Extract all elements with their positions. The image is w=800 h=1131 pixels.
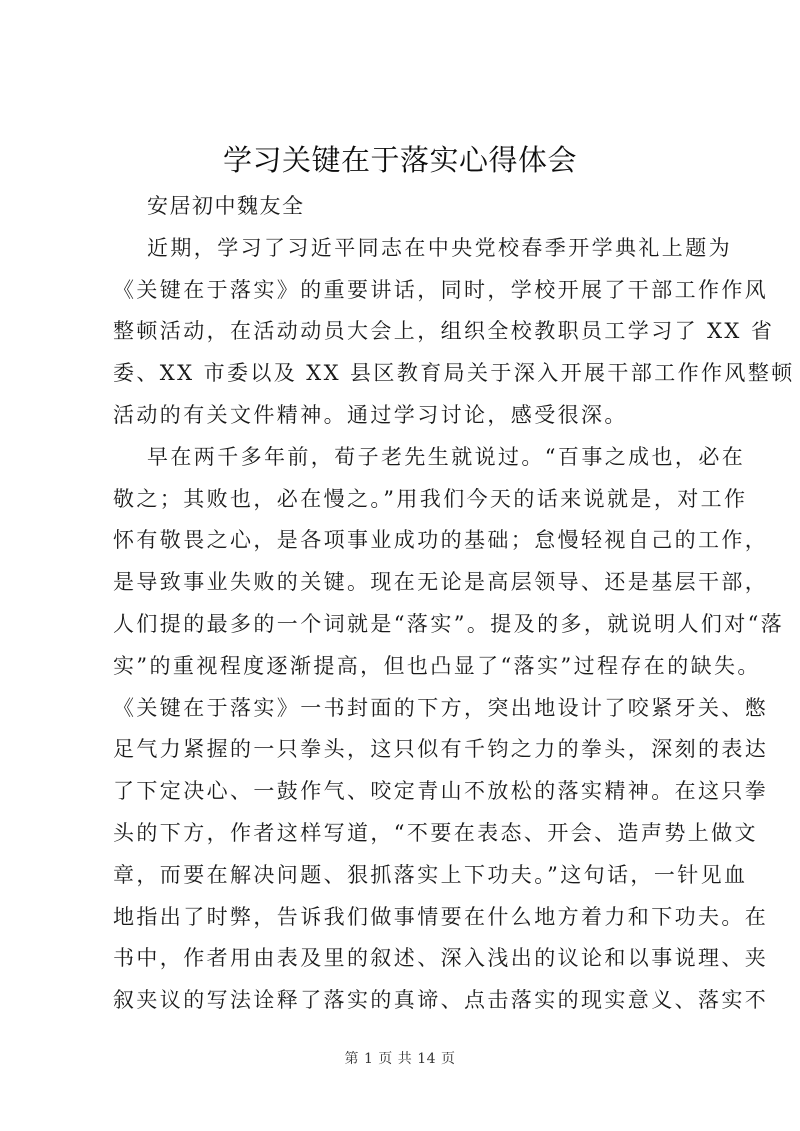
text-line: 活动的有关文件精神。通过学习讨论，感受很深。 <box>113 402 628 427</box>
text-line: 章，而要在解决问题、狠抓落实上下功夫。”这句话，一针见血 <box>113 862 748 887</box>
text-line: 叙夹议的写法诠释了落实的真谛、点击落实的现实意义、落实不 <box>113 988 769 1013</box>
text-line: 头的下方，作者这样写道，“不要在表态、开会、造声势上做文 <box>113 820 758 845</box>
paragraph-lines <box>113 228 795 1022</box>
text-line: 早在两千多年前，荀子老先生就说过。“百事之成也，必在 <box>147 444 746 469</box>
author-line: 安居初中魏友全 <box>147 194 305 218</box>
text-line: 《关键在于落实》的重要讲话，同时，学校开展了干部工作作风 <box>113 277 769 302</box>
text-line: 是导致事业失败的关键。现在无论是高层领导、还是基层干部， <box>113 570 769 595</box>
text-line: 委、XX 市委以及 XX 县区教育局关于深入开展干部工作作风整顿 <box>113 361 795 386</box>
document-body <box>113 186 795 1022</box>
text-line: 了下定决心、一鼓作气、咬定青山不放松的落实精神。在这只拳 <box>113 779 769 804</box>
text-line: 地指出了时弊，告诉我们做事情要在什么地方着力和下功夫。在 <box>113 904 769 929</box>
text-line: 近期，学习了习近平同志在中央党校春季开学典礼上题为 <box>147 235 732 260</box>
text-line: 书中，作者用由表及里的叙述、深入浅出的议论和以事说理、夹 <box>113 946 769 971</box>
document-title: 学习关键在于落实心得体会 <box>222 143 577 177</box>
text-line: 实”的重视程度逐渐提高，但也凸显了“落实”过程存在的缺失。 <box>113 653 761 678</box>
text-line: 整顿活动，在活动动员大会上，组织全校教职员工学习了 XX 省 <box>113 319 775 344</box>
text-line: 怀有敬畏之心，是各项事业成功的基础；怠慢轻视自己的工作， <box>113 528 769 553</box>
text-line: 敬之；其败也，必在慢之。”用我们今天的话来说就是，对工作 <box>113 486 748 511</box>
text-line: 足气力紧握的一只拳头，这只似有千钧之力的拳头，深刻的表达 <box>113 737 769 762</box>
page-number-footer: 第 1 页 共 14 页 <box>344 1051 456 1067</box>
text-line: 人们提的最多的一个词就是“落实”。提及的多，就说明人们对“落 <box>113 611 785 636</box>
text-line: 《关键在于落实》一书封面的下方，突出地设计了咬紧牙关、憋 <box>113 695 769 720</box>
